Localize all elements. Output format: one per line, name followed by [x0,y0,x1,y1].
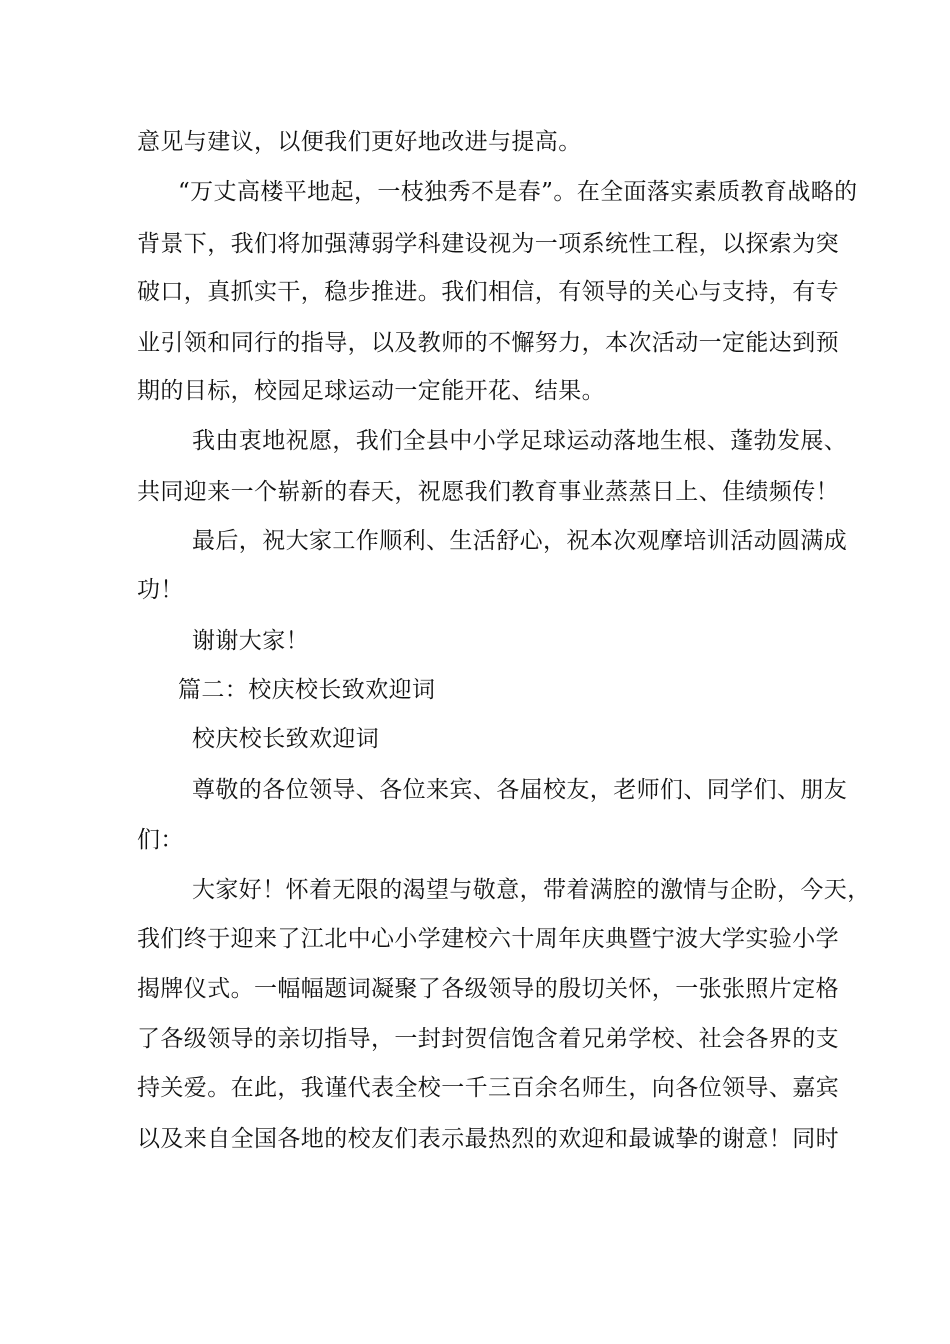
section-title: 校庆校长致欢迎词 [192,726,380,752]
text-line: 背景下，我们将加强薄弱学科建设视为一项系统性工程，以探索为突 [137,231,839,257]
text-line: 尊敬的各位领导、各位来宾、各届校友，老师们、同学们、朋友 [192,777,848,803]
section-heading: 篇二：校庆校长致欢迎词 [178,677,436,703]
text-line: 期的目标，校园足球运动一定能开花、结果。 [137,378,605,404]
text-line: 共同迎来一个崭新的春天，祝愿我们教育事业蒸蒸日上、佳绩频传！ [137,479,839,505]
text-line: 我由衷地祝愿，我们全县中小学足球运动落地生根、蓬勃发展、 [192,428,848,454]
text-line: “万丈高楼平地起，一枝独秀不是春”。在全面落实素质教育战略的 [178,179,858,205]
text-line: 意见与建议，以便我们更好地改进与提高。 [137,129,582,155]
text-line: 持关爱。在此，我谨代表全校一千三百余名师生，向各位领导、嘉宾 [137,1075,839,1101]
text-line: 们： [137,827,184,853]
text-line: 破口，真抓实干，稳步推进。我们相信，有领导的关心与支持，有专 [137,279,839,305]
text-line: 功！ [137,577,184,603]
text-line: 我们终于迎来了江北中心小学建校六十周年庆典暨宁波大学实验小学 [137,926,839,952]
text-line: 以及来自全国各地的校友们表示最热烈的欢迎和最诚挚的谢意！同时 [137,1126,839,1152]
text-line: 了各级领导的亲切指导，一封封贺信饱含着兄弟学校、社会各界的支 [137,1026,839,1052]
text-line: 业引领和同行的指导，以及教师的不懈努力，本次活动一定能达到预 [137,330,839,356]
text-line: 大家好！怀着无限的渴望与敬意，带着满腔的激情与企盼，今天， [192,877,871,903]
text-line: 最后，祝大家工作顺利、生活舒心，祝本次观摩培训活动圆满成 [192,528,848,554]
text-line: 谢谢大家！ [192,628,309,654]
text-line: 揭牌仪式。一幅幅题词凝聚了各级领导的殷切关怀，一张张照片定格 [137,976,839,1002]
